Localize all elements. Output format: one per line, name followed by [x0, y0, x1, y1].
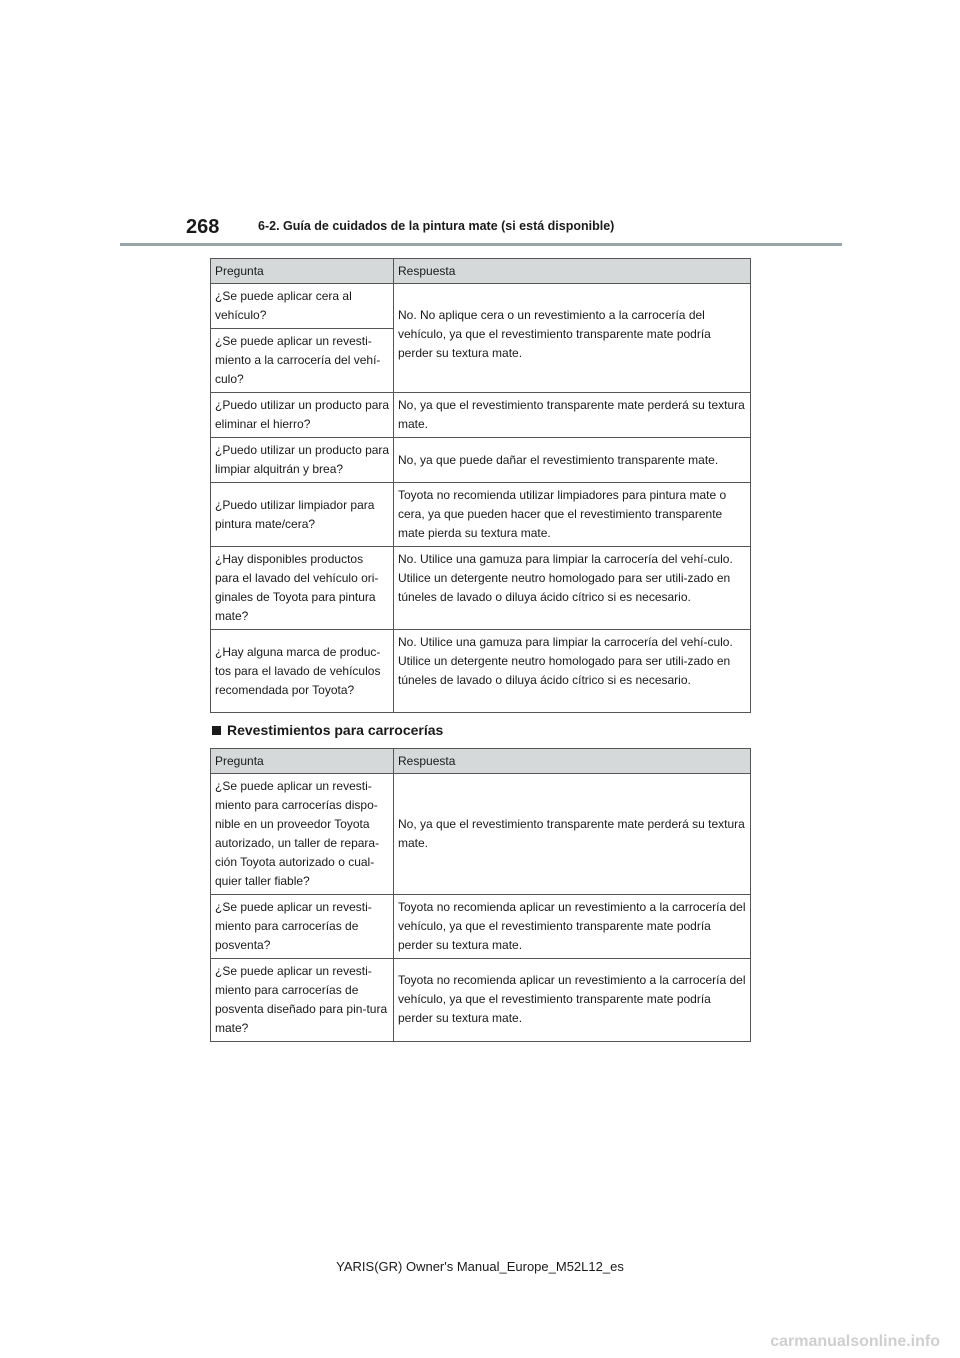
square-bullet-icon [212, 726, 221, 735]
table-row [211, 284, 751, 329]
question-cell: ¿Se puede aplicar cera al vehículo? [211, 284, 394, 329]
table-row [211, 895, 751, 959]
question-cell: ¿Se puede aplicar un revesti-miento para carrocerías de posventa diseñado para pin-tura mate? [211, 959, 394, 1042]
answer-cell: No, ya que el revestimiento transparente mate perderá su textura mate. [394, 393, 751, 438]
qa-table-body-coatings [210, 748, 751, 1042]
column-header-question: Pregunta [211, 749, 394, 774]
qa-table-matte-paint [210, 258, 751, 713]
subheading-body-coatings [212, 722, 443, 738]
column-header-answer: Respuesta [394, 259, 751, 284]
page-number: 268 [186, 216, 220, 238]
answer-cell: No, ya que el revestimiento transparente mate perderá su textura mate. [394, 774, 751, 895]
watermark: carmanualsonline.info [770, 1333, 940, 1350]
question-cell: ¿Puedo utilizar un producto para limpiar alquitrán y brea? [211, 438, 394, 483]
answer-cell: No. Utilice una gamuza para limpiar la carrocería del vehí-culo. Utilice un detergente neutro homologado para ser utili-zado en túneles de lavado o diluya ácido cítrico si es necesario. [394, 547, 751, 630]
question-cell: ¿Puedo utilizar limpiador para pintura mate/cera? [211, 483, 394, 547]
answer-cell: Toyota no recomienda aplicar un revestimiento a la carrocería del vehículo, ya que el revestimiento transparente mate podría perder su textura mate. [394, 895, 751, 959]
table-row [211, 959, 751, 1042]
table-row [211, 393, 751, 438]
header-divider [120, 243, 842, 246]
answer-cell: No. No aplique cera o un revestimiento a la carrocería del vehículo, ya que el revestimiento transparente mate podría perder su textura mate. [394, 284, 751, 393]
answer-cell: No. Utilice una gamuza para limpiar la carrocería del vehí-culo. Utilice un detergente neutro homologado para ser utili-zado en túneles de lavado o diluya ácido cítrico si es necesario. [394, 630, 751, 713]
table-row [211, 483, 751, 547]
table-row [211, 438, 751, 483]
question-cell: ¿Hay disponibles productos para el lavado del vehículo ori-ginales de Toyota para pintura mate? [211, 547, 394, 630]
question-cell: ¿Hay alguna marca de produc-tos para el lavado de vehículos recomendada por Toyota? [211, 630, 394, 713]
footer-manual-id: YARIS(GR) Owner's Manual_Europe_M52L12_es [336, 1259, 624, 1274]
table-row [211, 774, 751, 895]
section-title: 6-2. Guía de cuidados de la pintura mate (si está disponible) [258, 219, 615, 233]
question-cell: ¿Puedo utilizar un producto para eliminar el hierro? [211, 393, 394, 438]
subheading-text: Revestimientos para carrocerías [227, 722, 444, 738]
question-cell: ¿Se puede aplicar un revesti-miento a la carrocería del vehí-culo? [211, 329, 394, 393]
question-cell: ¿Se puede aplicar un revesti-miento para carrocerías de posventa? [211, 895, 394, 959]
table-header-row [211, 749, 751, 774]
table-row [211, 547, 751, 630]
answer-cell: No, ya que puede dañar el revestimiento transparente mate. [394, 438, 751, 483]
answer-cell: Toyota no recomienda aplicar un revestimiento a la carrocería del vehículo, ya que el revestimiento transparente mate podría perder su textura mate. [394, 959, 751, 1042]
table-header-row [211, 259, 751, 284]
column-header-question: Pregunta [211, 259, 394, 284]
answer-cell: Toyota no recomienda utilizar limpiadores para pintura mate o cera, ya que pueden hacer que el revestimiento transparente mate pierda su textura mate. [394, 483, 751, 547]
table-row [211, 630, 751, 713]
column-header-answer: Respuesta [394, 749, 751, 774]
question-cell: ¿Se puede aplicar un revesti-miento para carrocerías dispo-nible en un proveedor Toyota autorizado, un taller de repara-ción Toyota autorizado o cual-quier taller fiable? [211, 774, 394, 895]
